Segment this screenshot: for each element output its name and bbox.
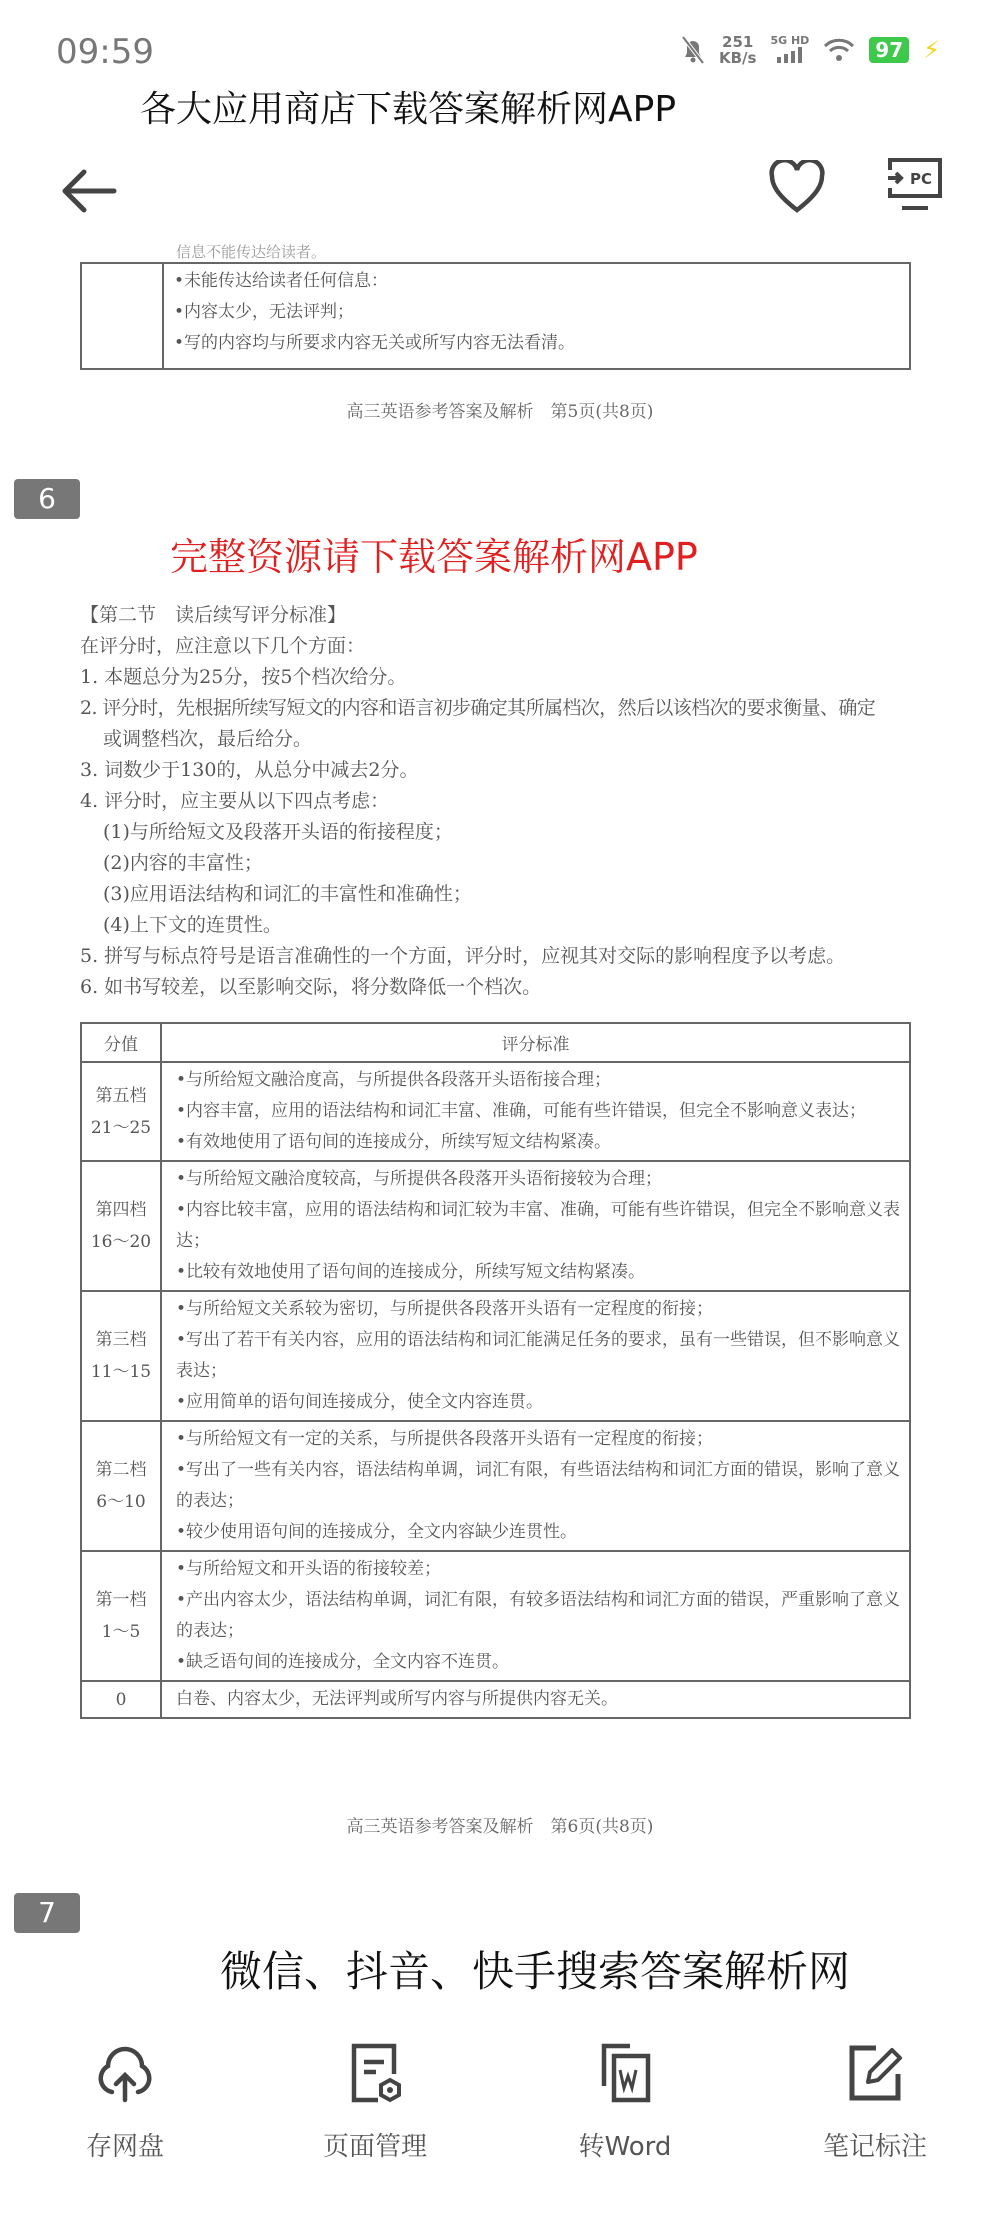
page6-lower bbox=[0, 1022, 1000, 1997]
doc-line: (2)内容的丰富性； bbox=[103, 852, 263, 874]
doc-line: 6. 如书写较差，以至影响交际，将分数降低一个档次。 bbox=[80, 976, 542, 998]
tool-label: 存网盘 bbox=[85, 2132, 164, 2162]
cloud-upload-icon bbox=[92, 2040, 158, 2106]
status-time: 09:59 bbox=[56, 32, 154, 72]
mute-bell-icon bbox=[681, 35, 705, 65]
criteria-item: •与所给短文关系较为密切，与所提供各段落开头语有一定程度的衔接； bbox=[176, 1299, 714, 1319]
page5-footer: 高三英语参考答案及解析 第5页(共8页) bbox=[346, 402, 654, 422]
score-cell bbox=[81, 1291, 161, 1421]
criteria-item: •写出了若干有关内容，应用的语法结构和词汇能满足任务的要求，虽有一些错误，但不影响意义表达； bbox=[176, 1330, 901, 1381]
watermark-text: 微信、抖音、快手搜索答案解析网 bbox=[220, 1947, 851, 1996]
criteria-item: •与所给短文和开头语的衔接较差； bbox=[176, 1559, 442, 1579]
score-range: 21～25 bbox=[90, 1117, 152, 1138]
edit-note-icon bbox=[842, 2040, 908, 2106]
criteria-cell bbox=[161, 1062, 910, 1161]
page-number-badge: 6 bbox=[14, 479, 80, 519]
header-criteria: 评分标准 bbox=[161, 1023, 910, 1062]
signal-icon bbox=[770, 34, 809, 66]
criteria-item: •缺乏语句间的连接成分，全文内容不连贯。 bbox=[176, 1652, 510, 1672]
score-cell bbox=[81, 1551, 161, 1681]
charging-icon: ⚡ bbox=[923, 36, 940, 64]
criteria-cell bbox=[161, 1291, 910, 1421]
tool-label: 笔记标注 bbox=[822, 2132, 927, 2162]
doc-line: 3. 词数少于130的，从总分中减去2分。 bbox=[80, 759, 419, 781]
page-manage-button[interactable] bbox=[250, 2040, 500, 2163]
table-row bbox=[81, 1681, 910, 1718]
criteria-item: •与所给短文融洽度较高，与所提供各段落开头语衔接较为合理； bbox=[176, 1169, 663, 1189]
watermark-text: 各大应用商店下载答案解析网APP bbox=[140, 89, 677, 130]
status-icons bbox=[681, 34, 940, 66]
score-cell bbox=[81, 1421, 161, 1551]
battery-level: 97 bbox=[869, 37, 909, 63]
doc-line: 5. 拼写与标点符号是语言准确性的一个方面，评分时，应视其对交际的影响程度予以考虑。 bbox=[80, 945, 846, 967]
level-label: 第三档 bbox=[95, 1330, 147, 1350]
criteria-item: 白卷、内容太少，无法评判或所写内容与所提供内容无关。 bbox=[176, 1689, 618, 1709]
page-manage-icon bbox=[342, 2040, 408, 2106]
net-speed-value: 251 bbox=[722, 33, 754, 51]
score-cell bbox=[81, 1161, 161, 1291]
net-speed-unit: KB/s bbox=[718, 49, 757, 67]
to-pc-button[interactable] bbox=[886, 156, 944, 216]
criteria-item: •产出内容太少，语法结构单调，词汇有限，有较多语法结构和词汇方面的错误，严重影响了意义的表达； bbox=[176, 1590, 901, 1641]
doc-line: (3)应用语法结构和词汇的丰富性和准确性； bbox=[103, 883, 472, 905]
doc-line: 或调整档次，最后给分。 bbox=[103, 728, 313, 750]
table-row bbox=[81, 1551, 910, 1681]
criteria-item: •内容比较丰富，应用的语法结构和词汇较为丰富、准确，可能有些许错误，但完全不影响意义表达； bbox=[176, 1200, 901, 1251]
doc-line: 4. 评分时，应主要从以下四点考虑： bbox=[80, 790, 390, 812]
pc-label: PC bbox=[910, 170, 933, 188]
criteria-cell bbox=[161, 1161, 910, 1291]
level-label: 第五档 bbox=[95, 1085, 147, 1106]
table-row bbox=[81, 1161, 910, 1291]
back-arrow-icon[interactable] bbox=[60, 168, 118, 214]
page6-footer: 高三英语参考答案及解析 第6页(共8页) bbox=[346, 1817, 654, 1837]
score-cell bbox=[81, 1062, 161, 1161]
level-label: 第一档 bbox=[95, 1590, 147, 1610]
doc-line: (4)上下文的连贯性。 bbox=[103, 914, 282, 936]
note-annotate-button[interactable] bbox=[750, 2040, 1000, 2163]
criteria-item: •写出了一些有关内容，语法结构单调，词汇有限，有些语法结构和词汇方面的错误，影响了意义的表达； bbox=[176, 1460, 901, 1511]
criteria-item: •与所给短文有一定的关系，与所提供各段落开头语有一定程度的衔接； bbox=[176, 1429, 714, 1449]
net-speed bbox=[719, 34, 756, 66]
section-heading: 【第二节 读后续写评分标准】 bbox=[80, 604, 347, 626]
doc-line: (1)与所给短文及段落开头语的衔接程度； bbox=[103, 821, 453, 843]
doc-line: 在评分时，应注意以下几个方面： bbox=[80, 635, 366, 657]
level-label: 第二档 bbox=[95, 1460, 147, 1480]
score-range: 16～20 bbox=[90, 1232, 152, 1252]
bottom-toolbar bbox=[0, 2040, 1000, 2163]
score-range: 1～5 bbox=[101, 1622, 141, 1642]
page-number-badge: 7 bbox=[14, 1893, 80, 1933]
table-row bbox=[81, 1062, 910, 1161]
doc-line: 2. 评分时，先根据所续写短文的内容和语言初步确定其所属档次，然后以该档次的要求衡量、确定 bbox=[80, 697, 876, 719]
criteria-item: •比较有效地使用了语句间的连接成分，所续写短文结构紧凑。 bbox=[176, 1262, 646, 1282]
cut-off-line: 信息不能传达给读者。 bbox=[176, 244, 327, 261]
page6-content bbox=[80, 600, 960, 1003]
scoring-table bbox=[80, 1022, 911, 1719]
criteria-item: •应用简单的语句间连接成分，使全文内容连贯。 bbox=[176, 1392, 544, 1412]
criteria-item: •与所给短文融洽度高，与所提供各段落开头语衔接合理； bbox=[176, 1070, 612, 1090]
criteria-line: •未能传达给读者任何信息： bbox=[174, 271, 389, 291]
criteria-cell bbox=[161, 1421, 910, 1551]
word-convert-icon bbox=[592, 2040, 658, 2106]
doc-line: 1. 本题总分为25分，按5个档次给分。 bbox=[80, 666, 407, 688]
criteria-item: •有效地使用了语句间的连接成分，所续写短文结构紧凑。 bbox=[176, 1132, 612, 1152]
score-range: 6～10 bbox=[96, 1492, 146, 1512]
score-range: 11～15 bbox=[90, 1362, 152, 1382]
criteria-cell bbox=[161, 1681, 910, 1718]
criteria-line: •内容太少，无法评判； bbox=[174, 302, 355, 322]
tool-label: 转Word bbox=[578, 2132, 672, 2162]
criteria-cell bbox=[161, 1551, 910, 1681]
save-to-cloud-button[interactable] bbox=[0, 2040, 250, 2163]
header-score: 分值 bbox=[81, 1023, 161, 1062]
page5-table-fragment bbox=[80, 262, 911, 370]
signal-label: 5G HD bbox=[770, 34, 810, 47]
convert-word-button[interactable] bbox=[500, 2040, 750, 2163]
table-row bbox=[81, 1291, 910, 1421]
level-label: 0 bbox=[115, 1689, 127, 1710]
watermark-text-red: 完整资源请下载答案解析网APP bbox=[170, 535, 698, 579]
wifi-icon bbox=[823, 37, 855, 63]
criteria-item: •较少使用语句间的连接成分，全文内容缺少连贯性。 bbox=[176, 1522, 578, 1542]
criteria-item: •内容丰富，应用的语法结构和词汇丰富、准确，可能有些许错误，但完全不影响意义表达； bbox=[176, 1101, 867, 1121]
criteria-line: •写的内容均与所要求内容无关或所写内容无法看清。 bbox=[174, 333, 576, 353]
tool-label: 页面管理 bbox=[322, 2132, 427, 2162]
score-cell bbox=[81, 1681, 161, 1718]
table-row bbox=[81, 1421, 910, 1551]
table-header-row bbox=[81, 1023, 910, 1062]
level-label: 第四档 bbox=[95, 1200, 147, 1220]
favorite-heart-icon[interactable] bbox=[768, 160, 826, 216]
